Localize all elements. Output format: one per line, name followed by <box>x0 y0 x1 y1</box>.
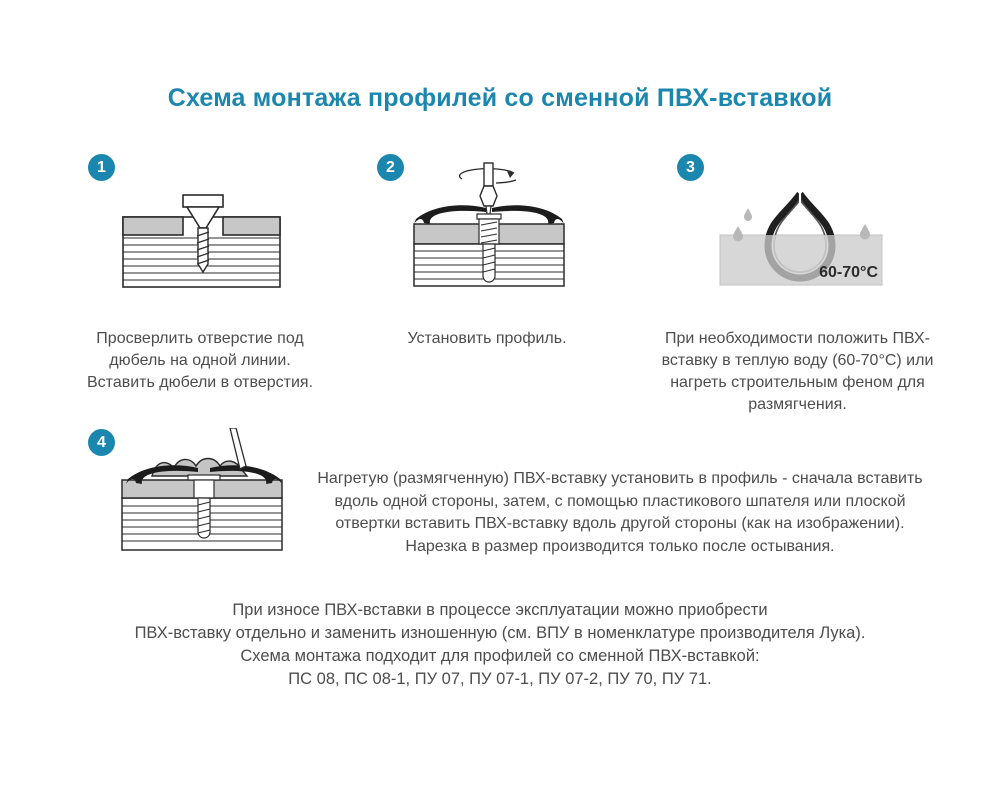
step-2-number: 2 <box>386 158 395 176</box>
insert-installation-illustration <box>118 428 290 554</box>
step-3-badge <box>677 154 704 181</box>
step-1-number: 1 <box>97 158 106 176</box>
step-2-badge <box>377 154 404 181</box>
footer-line-1: При износе ПВХ-вставки в процессе эксплуатации можно приобрести <box>232 601 768 619</box>
step-1-caption: Просверлить отверстие под дюбель на одной линии. Вставить дюбели в отверстия. <box>87 330 313 391</box>
temperature-label: 60-70°C <box>819 264 878 281</box>
step-3-number: 3 <box>686 158 695 176</box>
drill-hole-illustration <box>118 192 285 290</box>
step-4-caption: Нагретую (размягченную) ПВХ-вставку установить в профиль - сначала вставить вдоль одной стороны, затем, с помощью пластикового шпателя или плоской отвертки вставить ПВХ-вставку вдоль другой стороны (как на изображении). Нарезка в размер производится только после остывания. <box>317 470 923 555</box>
footer-note <box>80 599 920 691</box>
footer-line-2: ПВХ-вставку отдельно и заменить изношенную (см. ВПУ в номенклатуре производителя Лука). <box>134 624 866 642</box>
step-4-number: 4 <box>97 433 106 451</box>
pvc-insert-warm-water-illustration <box>708 186 890 294</box>
step-4-badge <box>88 429 115 456</box>
step-3-caption: При необходимости положить ПВХ-вставку в теплую воду (60-70°С) или нагреть строительным феном для размягчения. <box>661 330 934 413</box>
page-title: Схема монтажа профилей со сменной ПВХ-вставкой <box>167 84 833 112</box>
step-2-caption: Установить профиль. <box>407 330 567 347</box>
footer-line-4: ПС 08, ПС 08-1, ПУ 07, ПУ 07-1, ПУ 07-2, ПУ 70, ПУ 71. <box>288 670 712 688</box>
footer-line-3: Схема монтажа подходит для профилей со сменной ПВХ-вставкой: <box>240 647 760 665</box>
install-profile-illustration <box>410 162 568 288</box>
step-1-badge <box>88 154 115 181</box>
